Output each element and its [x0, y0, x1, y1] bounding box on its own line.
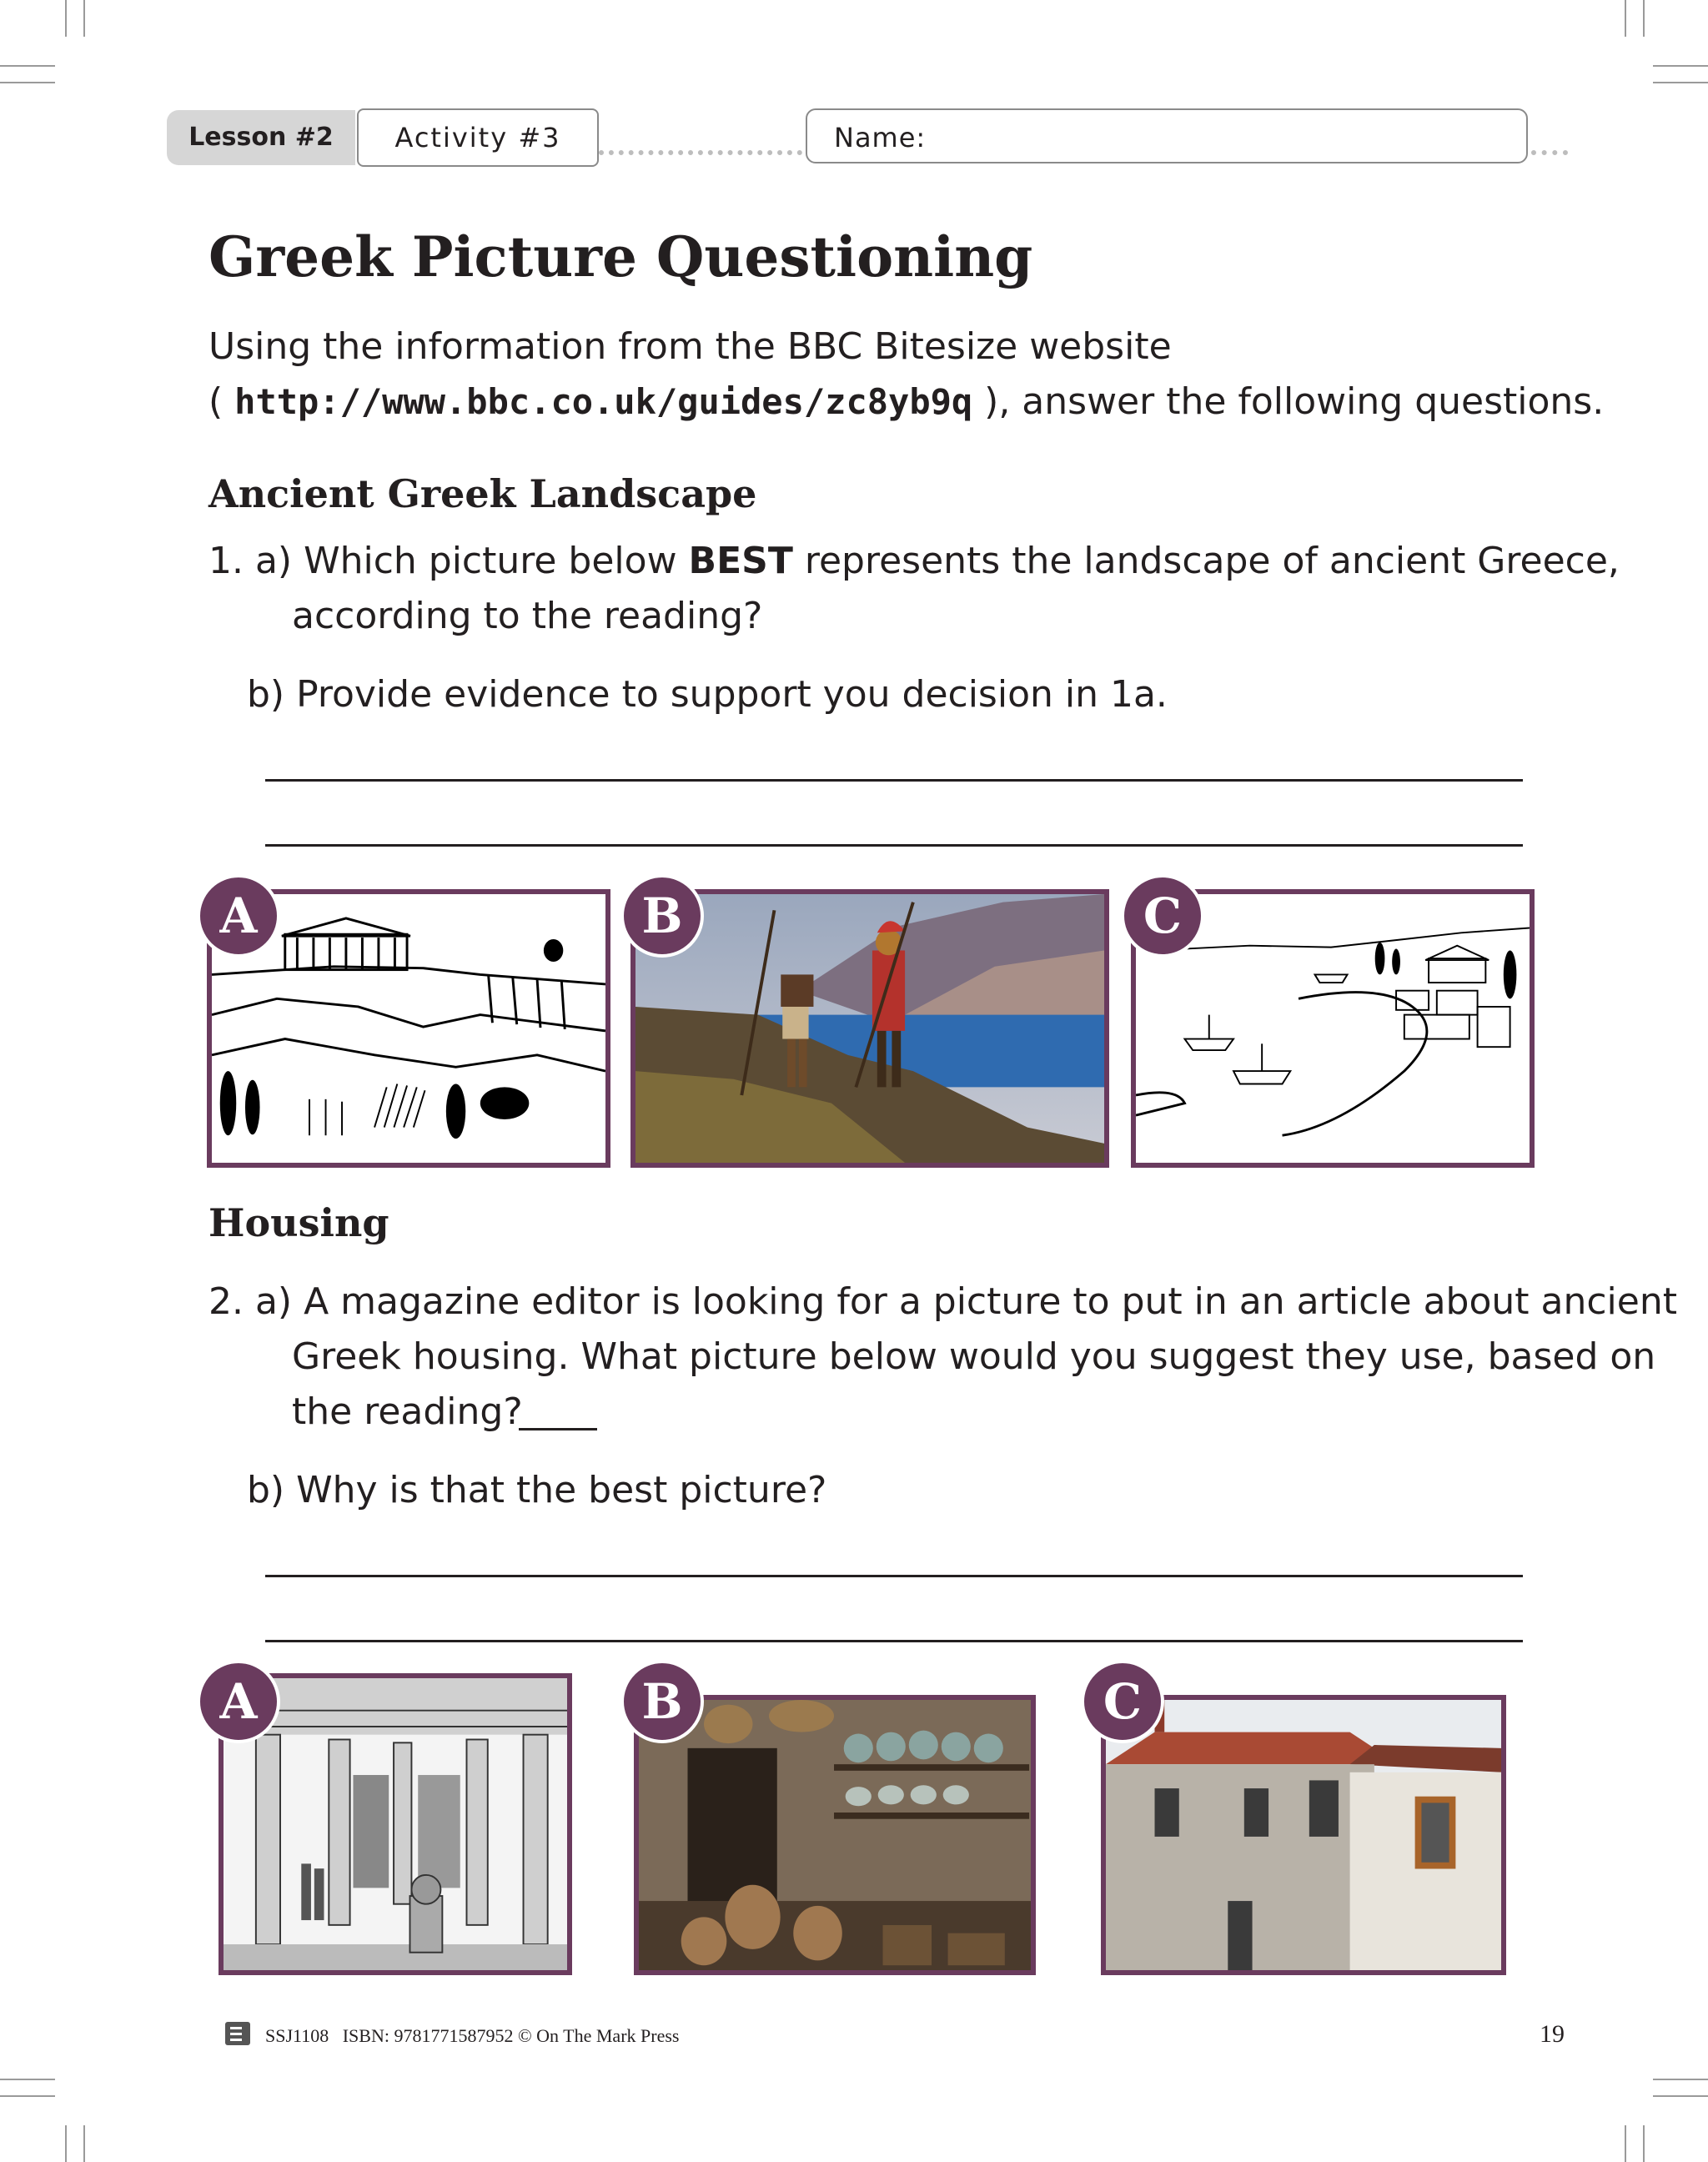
activity-tab: Activity #3 [357, 108, 599, 167]
answer-line[interactable] [265, 1640, 1523, 1642]
question-1a-line-2: according to the reading? [292, 595, 763, 637]
crop-mark [0, 65, 55, 67]
page-title: Greek Picture Questioning [208, 224, 1033, 289]
question-1a-suffix: represents the landscape of ancient Greece, [792, 540, 1620, 582]
picture-label-badge: A [197, 874, 280, 958]
question-2a-line-2: Greek housing. What picture below would you suggest they use, based on [292, 1335, 1656, 1378]
question-2b: b) Why is that the best picture? [247, 1469, 827, 1511]
landscape-picture-b[interactable] [630, 889, 1109, 1168]
crop-mark [1625, 2125, 1626, 2162]
crop-mark [1653, 2079, 1708, 2080]
crop-mark [0, 2079, 55, 2080]
crop-mark [65, 2125, 67, 2162]
intro-line-2 [208, 375, 1604, 430]
storeroom-pottery-photo-image [639, 1700, 1031, 1970]
bbc-url-link[interactable]: http://www.bbc.co.uk/guides/zc8yb9q [234, 381, 973, 422]
intro-paren-close: ), answer the following questions. [972, 380, 1605, 423]
crop-mark [83, 0, 85, 37]
question-2a-line-1: 2. a) A magazine editor is looking for a picture to put in an article about ancient [208, 1280, 1677, 1323]
answer-line[interactable] [265, 844, 1523, 847]
intro-paren-open: ( [208, 380, 235, 423]
greek-soldiers-coast-image [635, 894, 1104, 1163]
crop-mark [65, 0, 67, 37]
crop-mark [1625, 0, 1626, 37]
name-field[interactable]: Name: [806, 108, 1528, 163]
picture-label-badge: B [620, 874, 704, 958]
header-dotted-rule [599, 150, 802, 155]
answer-line[interactable] [265, 1575, 1523, 1577]
short-answer-blank[interactable] [519, 1428, 597, 1430]
crop-mark [0, 82, 55, 83]
stone-house-photo-image [1106, 1700, 1501, 1970]
intro-line-1: Using the information from the BBC Bitesize website [208, 325, 1172, 368]
section-heading-housing: Housing [208, 1200, 389, 1245]
crop-mark [1643, 2125, 1645, 2162]
question-1a-prefix: 1. a) Which picture below [208, 540, 689, 582]
picture-label-badge: C [1121, 874, 1204, 958]
crop-mark [0, 2095, 55, 2097]
question-1a [208, 534, 1620, 589]
crop-mark [83, 2125, 85, 2162]
footer-isbn: ISBN: 9781771587952 © On The Mark Press [342, 2025, 680, 2046]
book-icon [225, 2022, 250, 2045]
question-2a-line-3: the reading? [292, 1390, 523, 1433]
crop-mark [1653, 82, 1708, 83]
housing-picture-b[interactable] [634, 1695, 1036, 1975]
question-1b: b) Provide evidence to support you decision in 1a. [247, 673, 1168, 716]
footer-credit [265, 2025, 679, 2047]
picture-label-badge: C [1081, 1660, 1164, 1743]
page-number: 19 [1540, 2020, 1565, 2048]
header-dotted-rule [1531, 150, 1568, 155]
crop-mark [1653, 2095, 1708, 2097]
picture-label-badge: A [197, 1660, 280, 1743]
greek-courtyard-engraving-image [224, 1678, 567, 1970]
crop-mark [1643, 0, 1645, 37]
lesson-tab: Lesson #2 [167, 110, 355, 165]
picture-label-badge: B [620, 1660, 704, 1743]
housing-picture-c[interactable] [1101, 1695, 1506, 1975]
answer-line[interactable] [265, 779, 1523, 782]
question-1a-emphasis: BEST [688, 540, 793, 582]
crop-mark [1653, 65, 1708, 67]
section-heading-landscape: Ancient Greek Landscape [208, 471, 757, 516]
footer-code: SSJ1108 [265, 2025, 329, 2046]
